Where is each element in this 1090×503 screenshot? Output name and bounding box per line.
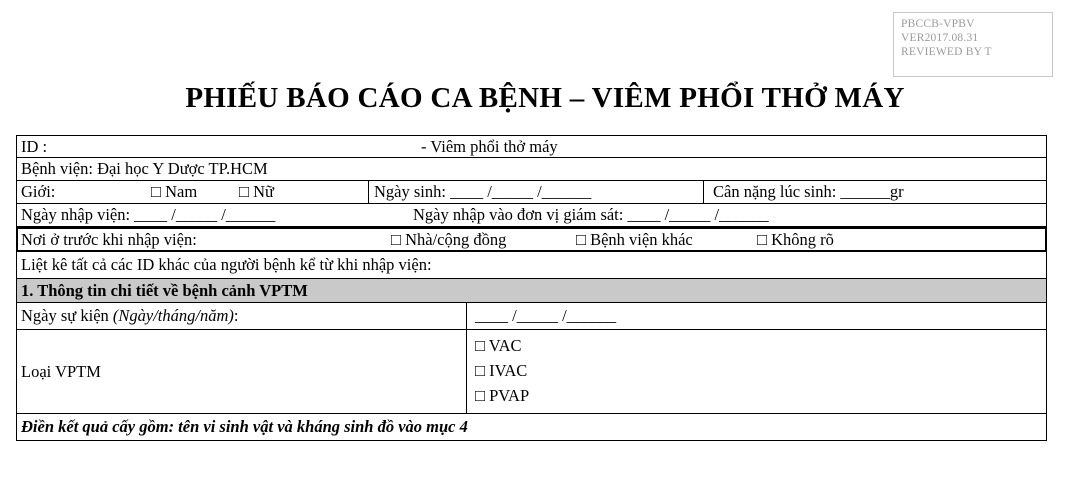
vap-type-row bbox=[16, 330, 1047, 414]
cell-divider bbox=[703, 181, 704, 203]
sex-female-checkbox[interactable]: □ Nữ bbox=[239, 182, 274, 201]
sex-label: Giới: bbox=[21, 182, 56, 201]
cell-divider bbox=[466, 303, 467, 329]
section-1-header bbox=[16, 279, 1047, 303]
event-date-text: Ngày sự kiện bbox=[21, 306, 109, 325]
id-row bbox=[16, 135, 1047, 158]
id-label: ID : bbox=[21, 136, 48, 156]
other-ids-label: Liệt kê tất cả các ID khác của người bệnh kể từ khi nhập viện: bbox=[21, 255, 432, 274]
version-date: VER2017.08.31 bbox=[901, 32, 979, 44]
event-date-field[interactable]: ____ /_____ /______ bbox=[475, 306, 617, 325]
admission-date-field[interactable]: Ngày nhập viện: ____ /_____ /______ bbox=[21, 205, 276, 224]
residence-label: Nơi ở trước khi nhập viện: bbox=[21, 229, 197, 249]
form-title: PHIẾU BÁO CÁO CA BỆNH – VIÊM PHỔI THỞ MÁY bbox=[185, 82, 905, 114]
hospital-name: Bệnh viện: Đại học Y Dược TP.HCM bbox=[21, 159, 268, 178]
monitoring-date-field[interactable]: Ngày nhập vào đơn vị giám sát: ____ /_____ /______ bbox=[413, 205, 769, 224]
hospital-row bbox=[16, 158, 1047, 181]
section-1-heading: 1. Thông tin chi tiết về bệnh cảnh VPTM bbox=[21, 280, 308, 300]
vap-option-vac[interactable]: □ VAC bbox=[475, 336, 522, 355]
vap-option-ivac[interactable]: □ IVAC bbox=[475, 361, 528, 380]
other-ids-row bbox=[16, 252, 1047, 279]
document-version-stamp bbox=[893, 12, 1053, 77]
admission-row bbox=[16, 204, 1047, 227]
date-of-birth-field[interactable]: Ngày sinh: ____ /_____ /______ bbox=[374, 182, 592, 201]
event-date-label bbox=[21, 303, 238, 329]
culture-note-row bbox=[16, 414, 1047, 441]
event-date-format: (Ngày/tháng/năm) bbox=[112, 306, 234, 325]
review-status: REVIEWED BY T bbox=[901, 46, 992, 58]
cell-divider bbox=[466, 330, 467, 413]
sex-dob-weight-row bbox=[16, 181, 1047, 204]
form-code: PBCCB-VPBV bbox=[901, 18, 975, 30]
event-date-colon: : bbox=[233, 306, 239, 325]
residence-home-checkbox[interactable]: □ Nhà/cộng đồng bbox=[391, 229, 507, 249]
residence-unknown-checkbox[interactable]: □ Không rõ bbox=[757, 229, 834, 249]
residence-other-hospital-checkbox[interactable]: □ Bệnh viện khác bbox=[576, 229, 693, 249]
vap-option-pvap[interactable]: □ PVAP bbox=[475, 386, 530, 405]
culture-result-instruction: Điền kết quả cấy gồm: tên vi sinh vật và kháng sinh đồ vào mục 4 bbox=[21, 417, 468, 436]
residence-row bbox=[16, 227, 1047, 252]
id-suffix: - Viêm phổi thở máy bbox=[421, 136, 558, 156]
event-date-row bbox=[16, 303, 1047, 330]
birth-weight-field[interactable]: Cân nặng lúc sinh: ______gr bbox=[713, 182, 904, 201]
sex-male-checkbox[interactable]: □ Nam bbox=[151, 182, 198, 201]
cell-divider bbox=[368, 181, 369, 203]
case-report-form bbox=[16, 135, 1047, 441]
vap-type-label: Loại VPTM bbox=[21, 361, 101, 381]
vap-type-options bbox=[475, 333, 529, 408]
